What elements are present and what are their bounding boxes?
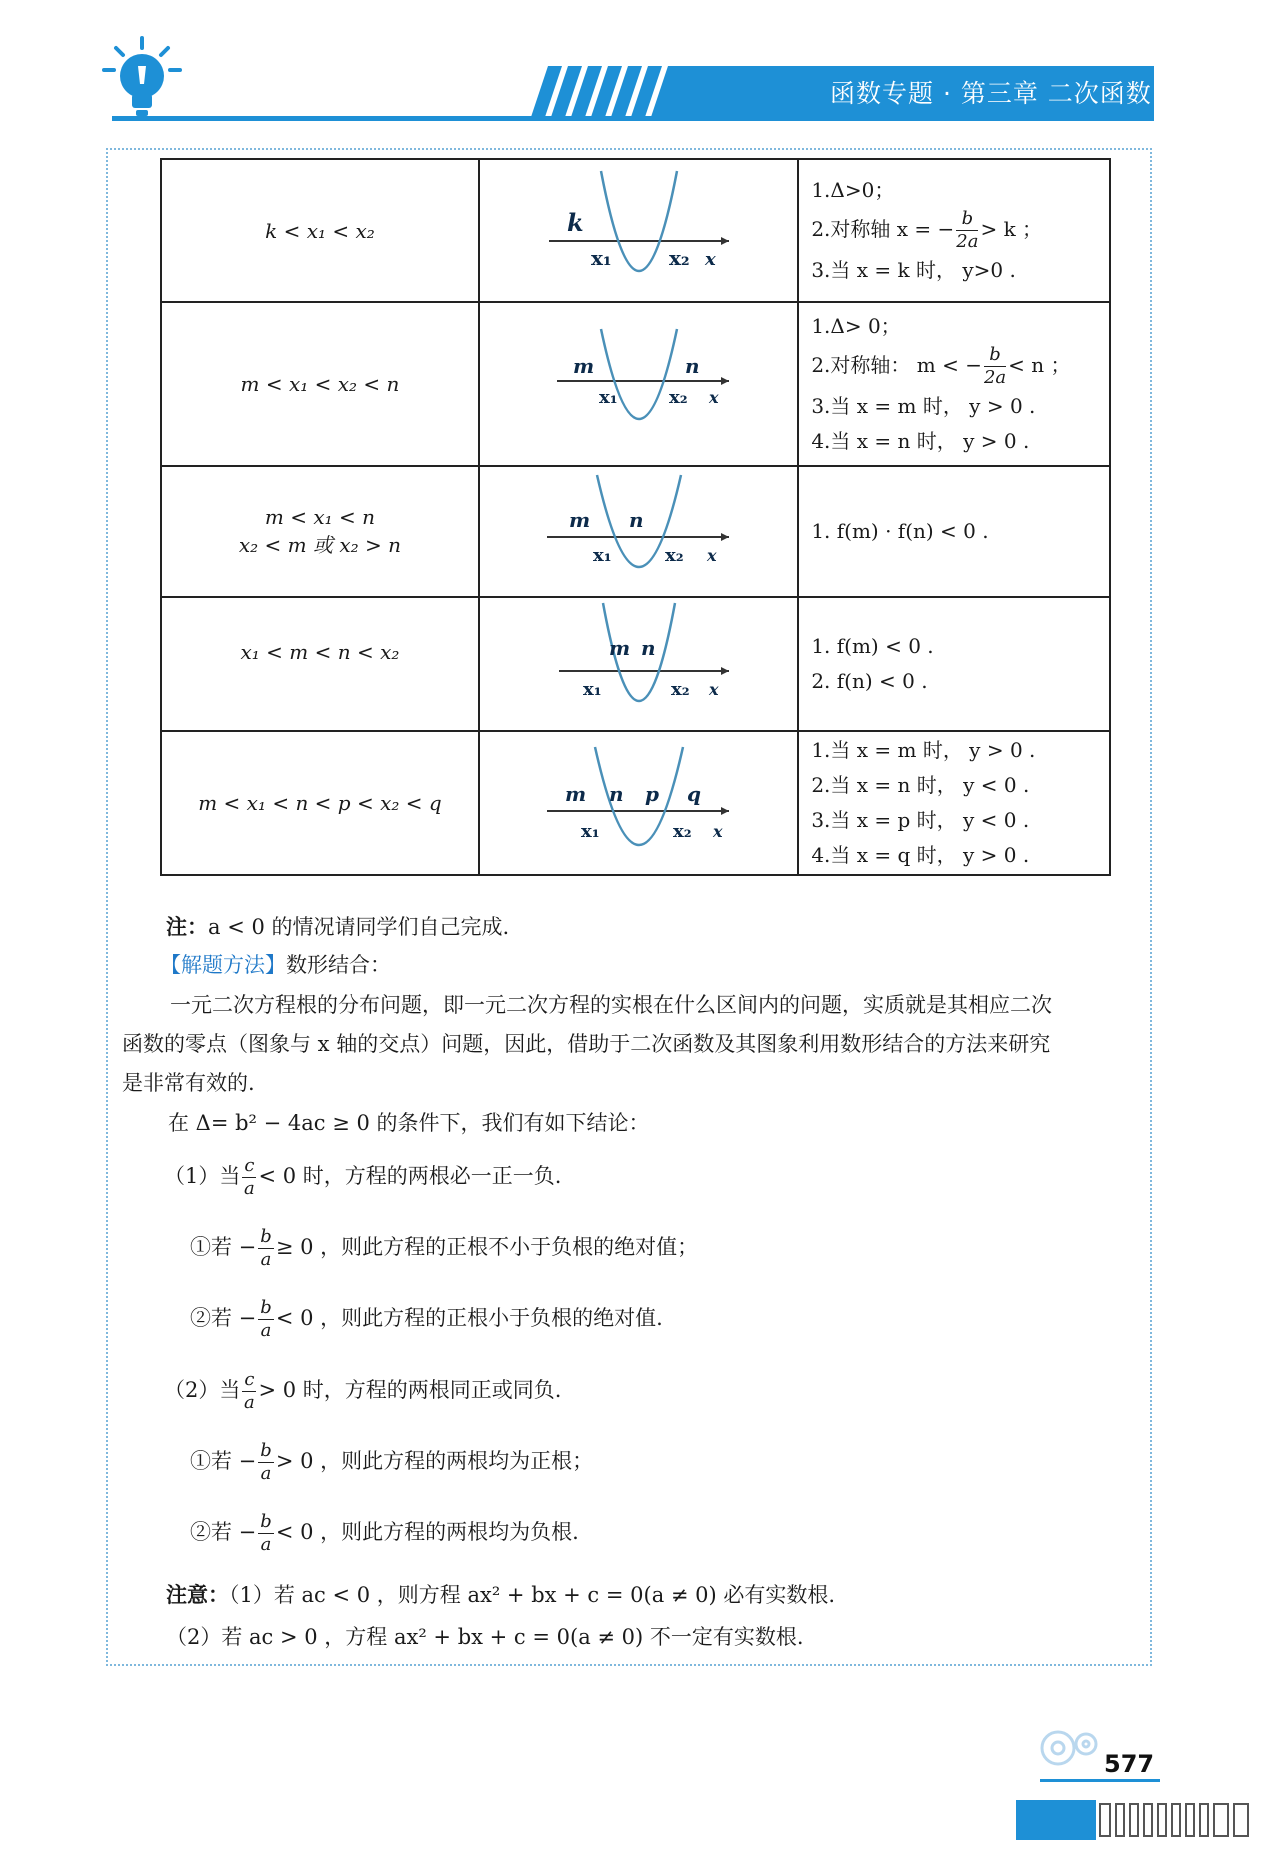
table-row bbox=[161, 597, 1110, 731]
label-x-axis: x bbox=[704, 248, 716, 270]
parabola-graph bbox=[489, 469, 789, 595]
requirement-line: 3.当 x = p 时， y < 0 . bbox=[811, 808, 1030, 832]
requirement-line: 2. f(n) < 0 . bbox=[811, 669, 928, 693]
requirement-line: 1. f(m) < 0 . bbox=[811, 634, 934, 658]
svg-text:q: q bbox=[686, 782, 701, 806]
case-1-b: ②若 − $\frac{b}{a}$ < 0 ，则此方程的正根小于负根的绝对值. bbox=[190, 1297, 663, 1341]
label-x1: x₁ bbox=[590, 245, 612, 270]
requirement-line: 1.Δ>0； bbox=[811, 178, 895, 202]
svg-text:x₂: x₂ bbox=[668, 387, 688, 408]
svg-text:x: x bbox=[712, 822, 723, 841]
paragraph-line: 一元二次方程根的分布问题，即一元二次方程的实根在什么区间内的问题，实质就是其相应二次 bbox=[170, 993, 1052, 1017]
svg-text:p: p bbox=[644, 782, 659, 806]
graph-cell bbox=[479, 466, 798, 597]
condition-line: m < x₁ < n < p < x₂ < q bbox=[198, 791, 442, 815]
graph-cell bbox=[479, 302, 798, 466]
svg-text:n: n bbox=[640, 636, 656, 660]
case-2: （2）当 $\frac{c}{a}$ > 0 时，方程的两根同正或同负. bbox=[164, 1369, 562, 1413]
requirement-line: 2.对称轴： m < − $\frac{b}{2a}$ < n ； bbox=[811, 344, 1071, 388]
fraction: $\frac{b}{a}$ bbox=[260, 1440, 272, 1484]
paragraph-line: 函数的零点（图象与 x 轴的交点）问题，因此，借助于二次函数及其图象利用数形结合的方法来研究 bbox=[122, 1032, 1051, 1056]
condition-cell bbox=[161, 302, 479, 466]
paragraph-line: 是非常有效的. bbox=[122, 1071, 255, 1095]
requirement-line: 1.当 x = m 时， y > 0 . bbox=[811, 738, 1036, 762]
svg-text:n: n bbox=[608, 782, 624, 806]
table-row bbox=[161, 731, 1110, 875]
svg-text:m: m bbox=[608, 636, 630, 660]
parabola-graph bbox=[489, 161, 789, 301]
requirement-line: 2.当 x = n 时， y < 0 . bbox=[811, 773, 1030, 797]
condition-cell bbox=[161, 597, 479, 731]
footer-bar-decoration bbox=[1016, 1800, 1252, 1840]
note-3: （2）若 ac > 0 ，方程 ax² + bx + c = 0(a ≠ 0) 不一定有实数根. bbox=[166, 1625, 804, 1649]
table-row bbox=[161, 159, 1110, 302]
svg-text:x₁: x₁ bbox=[592, 544, 612, 566]
parabola-graph bbox=[489, 309, 789, 459]
fraction: $\frac{c}{a}$ bbox=[244, 1369, 255, 1413]
requirement-line: 3.当 x = m 时， y > 0 . bbox=[811, 394, 1036, 418]
requirement-line: 1. f(m) · f(n) < 0 . bbox=[811, 519, 989, 543]
requirement-line: 3.当 x = k 时， y>0 . bbox=[811, 258, 1016, 282]
header-underline bbox=[112, 116, 1154, 121]
fraction: $\frac{b}{a}$ bbox=[260, 1226, 272, 1270]
condition-line: x₂ < m 或 x₂ > n bbox=[238, 533, 401, 557]
fraction: $\frac{c}{a}$ bbox=[244, 1155, 255, 1199]
condition-cell bbox=[161, 159, 479, 302]
case-1-a: ①若 − $\frac{b}{a}$ ≥ 0 ，则此方程的正根不小于负根的绝对值； bbox=[190, 1226, 699, 1270]
condition-line: m < x₁ < n bbox=[264, 505, 375, 529]
svg-text:x₂: x₂ bbox=[672, 821, 692, 842]
graph-cell bbox=[479, 597, 798, 731]
condition-cell bbox=[161, 466, 479, 597]
fraction: $\frac{b}{a}$ bbox=[260, 1297, 272, 1341]
requirement-cell bbox=[798, 466, 1110, 597]
case-1: （1）当 $\frac{c}{a}$ < 0 时，方程的两根必一正一负. bbox=[164, 1155, 562, 1199]
svg-text:x: x bbox=[706, 545, 717, 565]
svg-text:x₁: x₁ bbox=[580, 821, 600, 842]
header-stripes bbox=[510, 66, 700, 120]
paragraph-condition: 在 Δ= b² − 4ac ≥ 0 的条件下，我们有如下结论： bbox=[168, 1111, 650, 1135]
requirement-cell bbox=[798, 159, 1110, 302]
table-row bbox=[161, 302, 1110, 466]
condition-line: x₁ < m < n < x₂ bbox=[240, 640, 400, 664]
gear-decoration-icon bbox=[1036, 1720, 1106, 1776]
condition-line: k < x₁ < x₂ bbox=[265, 218, 375, 243]
page-number: 577 bbox=[1104, 1750, 1155, 1778]
method-label: 【解题方法】 bbox=[160, 953, 286, 977]
graph-cell bbox=[479, 731, 798, 875]
label-k: k bbox=[566, 207, 584, 237]
svg-text:x: x bbox=[708, 388, 719, 407]
fraction: $\frac{b}{2a}$ bbox=[956, 208, 979, 252]
svg-text:m: m bbox=[568, 507, 590, 532]
fraction: $\frac{b}{a}$ bbox=[260, 1511, 272, 1555]
requirement-cell bbox=[798, 597, 1110, 731]
svg-text:x₁: x₁ bbox=[582, 679, 602, 700]
svg-text:x₂: x₂ bbox=[664, 544, 684, 566]
table-row bbox=[161, 466, 1110, 597]
graph-cell bbox=[479, 159, 798, 302]
svg-text:x₁: x₁ bbox=[598, 387, 618, 408]
case-2-b: ②若 − $\frac{b}{a}$ < 0 ，则此方程的两根均为负根. bbox=[190, 1511, 579, 1555]
condition-cell bbox=[161, 731, 479, 875]
svg-text:x: x bbox=[708, 680, 719, 699]
requirement-cell bbox=[798, 302, 1110, 466]
fraction: $\frac{b}{2a}$ bbox=[983, 344, 1007, 388]
method-heading: 【解题方法】数形结合： bbox=[160, 953, 391, 977]
case-2-a: ①若 − $\frac{b}{a}$ > 0 ，则此方程的两根均为正根； bbox=[190, 1440, 594, 1484]
lightbulb-logo-icon bbox=[102, 36, 182, 122]
note-2: 注意：（1）若 ac < 0 ，则方程 ax² + bx + c = 0(a ≠ 0) 必有实数根. bbox=[166, 1582, 836, 1607]
label-x2: x₂ bbox=[668, 245, 690, 270]
svg-text:m: m bbox=[572, 354, 594, 378]
root-distribution-table bbox=[160, 158, 1111, 876]
requirement-line: 4.当 x = q 时， y > 0 . bbox=[811, 843, 1030, 867]
chapter-title: 函数专题 · 第三章 二次函数 bbox=[830, 79, 1152, 108]
requirement-line: 4.当 x = n 时， y > 0 . bbox=[811, 429, 1030, 453]
condition-line: m < x₁ < x₂ < n bbox=[240, 372, 400, 396]
parabola-graph bbox=[489, 733, 789, 873]
requirement-cell bbox=[798, 731, 1110, 875]
svg-text:n: n bbox=[628, 507, 644, 532]
requirement-line: 1.Δ> 0； bbox=[811, 314, 901, 338]
parabola-graph bbox=[489, 599, 789, 729]
svg-text:x₂: x₂ bbox=[670, 679, 690, 700]
svg-text:m: m bbox=[564, 782, 586, 806]
svg-text:n: n bbox=[684, 354, 700, 378]
requirement-line: 2.对称轴 x = − $\frac{b}{2a}$ > k ； bbox=[811, 208, 1043, 252]
footer-underline bbox=[1040, 1779, 1160, 1782]
note-a-negative: 注：a < 0 的情况请同学们自己完成. bbox=[166, 914, 510, 939]
